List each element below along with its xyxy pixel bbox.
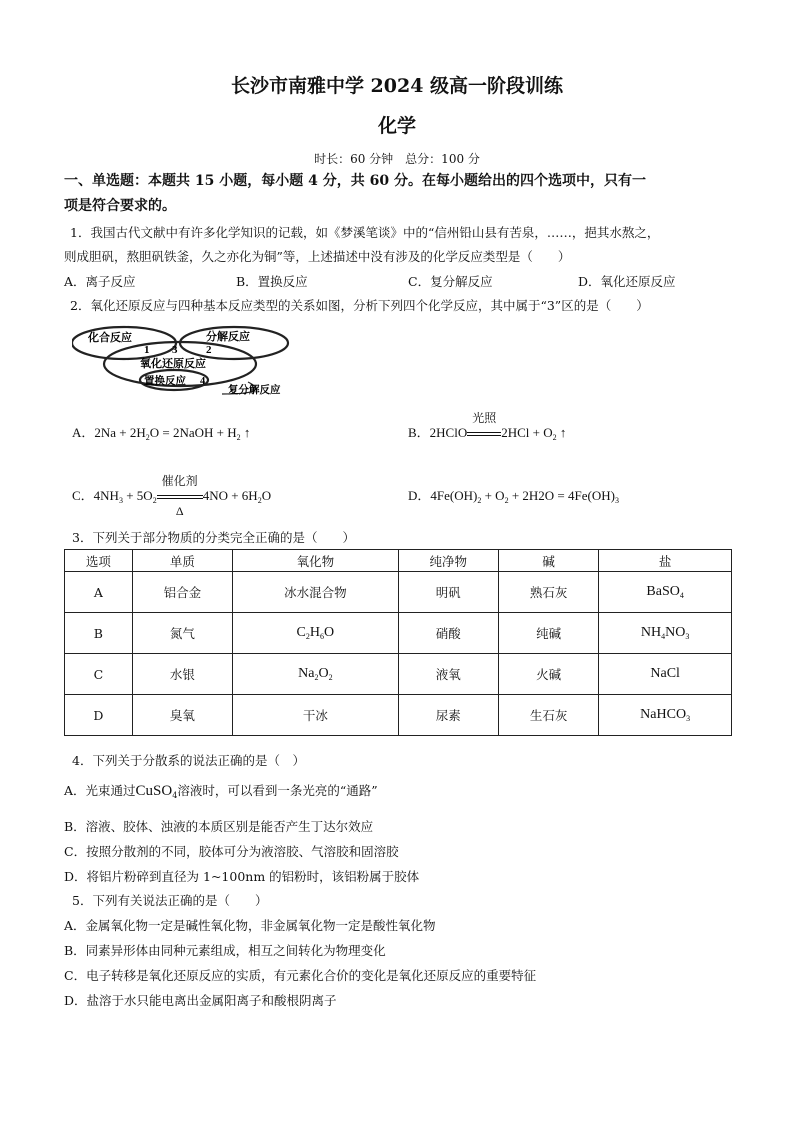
diagram-region-3: 3 [172, 344, 178, 356]
q1-option-b: B．置换反应 [236, 274, 308, 289]
diagram-label-double-decomposition: 复分解反应 [228, 385, 281, 396]
table-cell: $NH_4NO_3$ [599, 613, 732, 654]
table-cell: D [65, 695, 133, 736]
q4-option-c: C．按照分散剂的不同，胶体可分为液溶胶、气溶胶和固溶胶 [64, 844, 399, 859]
q4-option-d: D．将铝片粉碎到直径为 1~100nm 的铝粉时，该铝粉属于胶体 [64, 869, 420, 884]
q2-option-b: B．2HClO 光照 $2HCl + O_2$ ↑ [408, 411, 567, 442]
condition-arrow [157, 474, 203, 518]
q2-option-a: A．$2Na + 2H_2O$ = 2NaOH + $H_2$ ↑ [72, 425, 251, 442]
table-cell: 尿素 [398, 695, 498, 736]
q1-option-a: A．离子反应 [64, 274, 136, 289]
table-cell: BaSO$_4$ [599, 572, 732, 613]
table-header-cell: 盐 [599, 550, 732, 572]
table-header-cell: 单质 [132, 550, 232, 572]
q5-option-c: C．电子转移是氧化还原反应的实质，有元素化合价的变化是氧化还原反应的重要特征 [64, 968, 537, 983]
table-cell: NaCl [599, 654, 732, 695]
q4-option-a: A．光束通过CuSO$_4$溶液时，可以看到一条光亮的“通路” [64, 783, 378, 800]
q2-stem: 2．氧化还原反应与四种基本反应类型的关系如图，分析下列四个化学反应，其中属于“3”区的是（ ） [70, 298, 649, 313]
table-row [65, 654, 732, 695]
q5-stem: 5．下列有关说法正确的是（ ） [72, 893, 268, 908]
condition-light: 光照 [472, 411, 497, 425]
table-cell: 明矾 [398, 572, 498, 613]
option-letter: D． [408, 488, 431, 503]
table-header-cell: 氧化物 [233, 550, 398, 572]
table-cell: 臭氧 [132, 695, 232, 736]
section-heading-line1: 一、单选题：本题共 15 小题，每小题 4 分，共 60 分。在每小题给出的四个选项中，只有一 [64, 173, 646, 189]
table-cell: 冰水混合物 [233, 572, 398, 613]
table-cell: $C_2H_6O$ [233, 613, 398, 654]
table-cell: B [65, 613, 133, 654]
diagram-region-4: 4 [200, 376, 206, 387]
exam-meta: 时长：60 分钟 总分：100 分 [314, 152, 480, 166]
q5-option-d: D．盐溶于水只能电离出金属阳离子和酸根阴离子 [64, 993, 337, 1008]
table-cell: $Na_2O_2$ [233, 654, 398, 695]
table-header-row [65, 550, 732, 572]
table-cell: A [65, 572, 133, 613]
condition-heat: Δ [175, 504, 184, 518]
table-row [65, 695, 732, 736]
table-cell: C [65, 654, 133, 695]
subject-title: 化学 [377, 115, 416, 137]
table-cell: 纯碱 [498, 613, 598, 654]
table-header-cell: 碱 [498, 550, 598, 572]
q5-option-b: B．同素异形体由同种元素组成，相互之间转化为物理变化 [64, 943, 386, 958]
table-cell: 铝合金 [132, 572, 232, 613]
diagram-label-combination: 化合反应 [88, 332, 132, 344]
table-header-cell: 纯净物 [398, 550, 498, 572]
option-letter: C． [72, 488, 94, 503]
diagram-label-displacement: 置换反应 [144, 376, 186, 387]
q4-option-b: B．溶液、胶体、浊液的本质区别是能否产生丁达尔效应 [64, 819, 374, 834]
diagram-region-1: 1 [144, 344, 150, 356]
table-cell: 液氧 [398, 654, 498, 695]
table-header-cell: 选项 [65, 550, 133, 572]
q2-option-d: D．$4Fe(OH)_2 + O_2 + 2H2O = 4Fe(OH)_3$ [408, 488, 619, 505]
condition-arrow [467, 411, 501, 441]
reaction-type-diagram [72, 322, 332, 396]
table-cell: 火碱 [498, 654, 598, 695]
table-cell: 生石灰 [498, 695, 598, 736]
q1-stem-line1: 1．我国古代文献中有许多化学知识的记载，如《梦溪笔谈》中的“信州铅山县有苦泉，……，挹其水熬之， [70, 225, 660, 240]
diagram-region-2: 2 [206, 344, 212, 356]
exam-title: 长沙市南雅中学 2024 级高一阶段训练 [230, 75, 564, 97]
option-letter: B． [408, 425, 430, 440]
q1-stem-line2: 则成胆矾，熬胆矾铁釜，久之亦化为铜”等，上述描述中没有涉及的化学反应类型是（ ） [64, 249, 571, 264]
table-cell: 水银 [132, 654, 232, 695]
table-cell: NaHCO$_3$ [599, 695, 732, 736]
q1-option-d: D．氧化还原反应 [578, 274, 676, 289]
table-row [65, 613, 732, 654]
q4-stem: 4．下列关于分散系的说法正确的是（ ） [72, 753, 305, 768]
table-cell: 氮气 [132, 613, 232, 654]
option-letter: A． [72, 425, 95, 440]
section-heading-line2: 项是符合要求的。 [64, 198, 176, 214]
q2-option-c: C．$4NH_3 + 5O_2$ 催化剂 Δ $4NO + 6H_2O$ [72, 474, 272, 518]
q3-stem: 3．下列关于部分物质的分类完全正确的是（ ） [72, 530, 355, 545]
table-cell: 硝酸 [398, 613, 498, 654]
diagram-label-decomposition: 分解反应 [206, 331, 250, 343]
condition-catalyst: 催化剂 [161, 474, 198, 488]
table-cell: 熟石灰 [498, 572, 598, 613]
diagram-label-redox: 氧化还原反应 [140, 358, 206, 370]
classification-table [64, 549, 732, 736]
q5-option-a: A．金属氧化物一定是碱性氧化物，非金属氧化物一定是酸性氧化物 [64, 918, 436, 933]
table-row [65, 572, 732, 613]
q1-option-c: C．复分解反应 [408, 274, 493, 289]
table-cell: 干冰 [233, 695, 398, 736]
